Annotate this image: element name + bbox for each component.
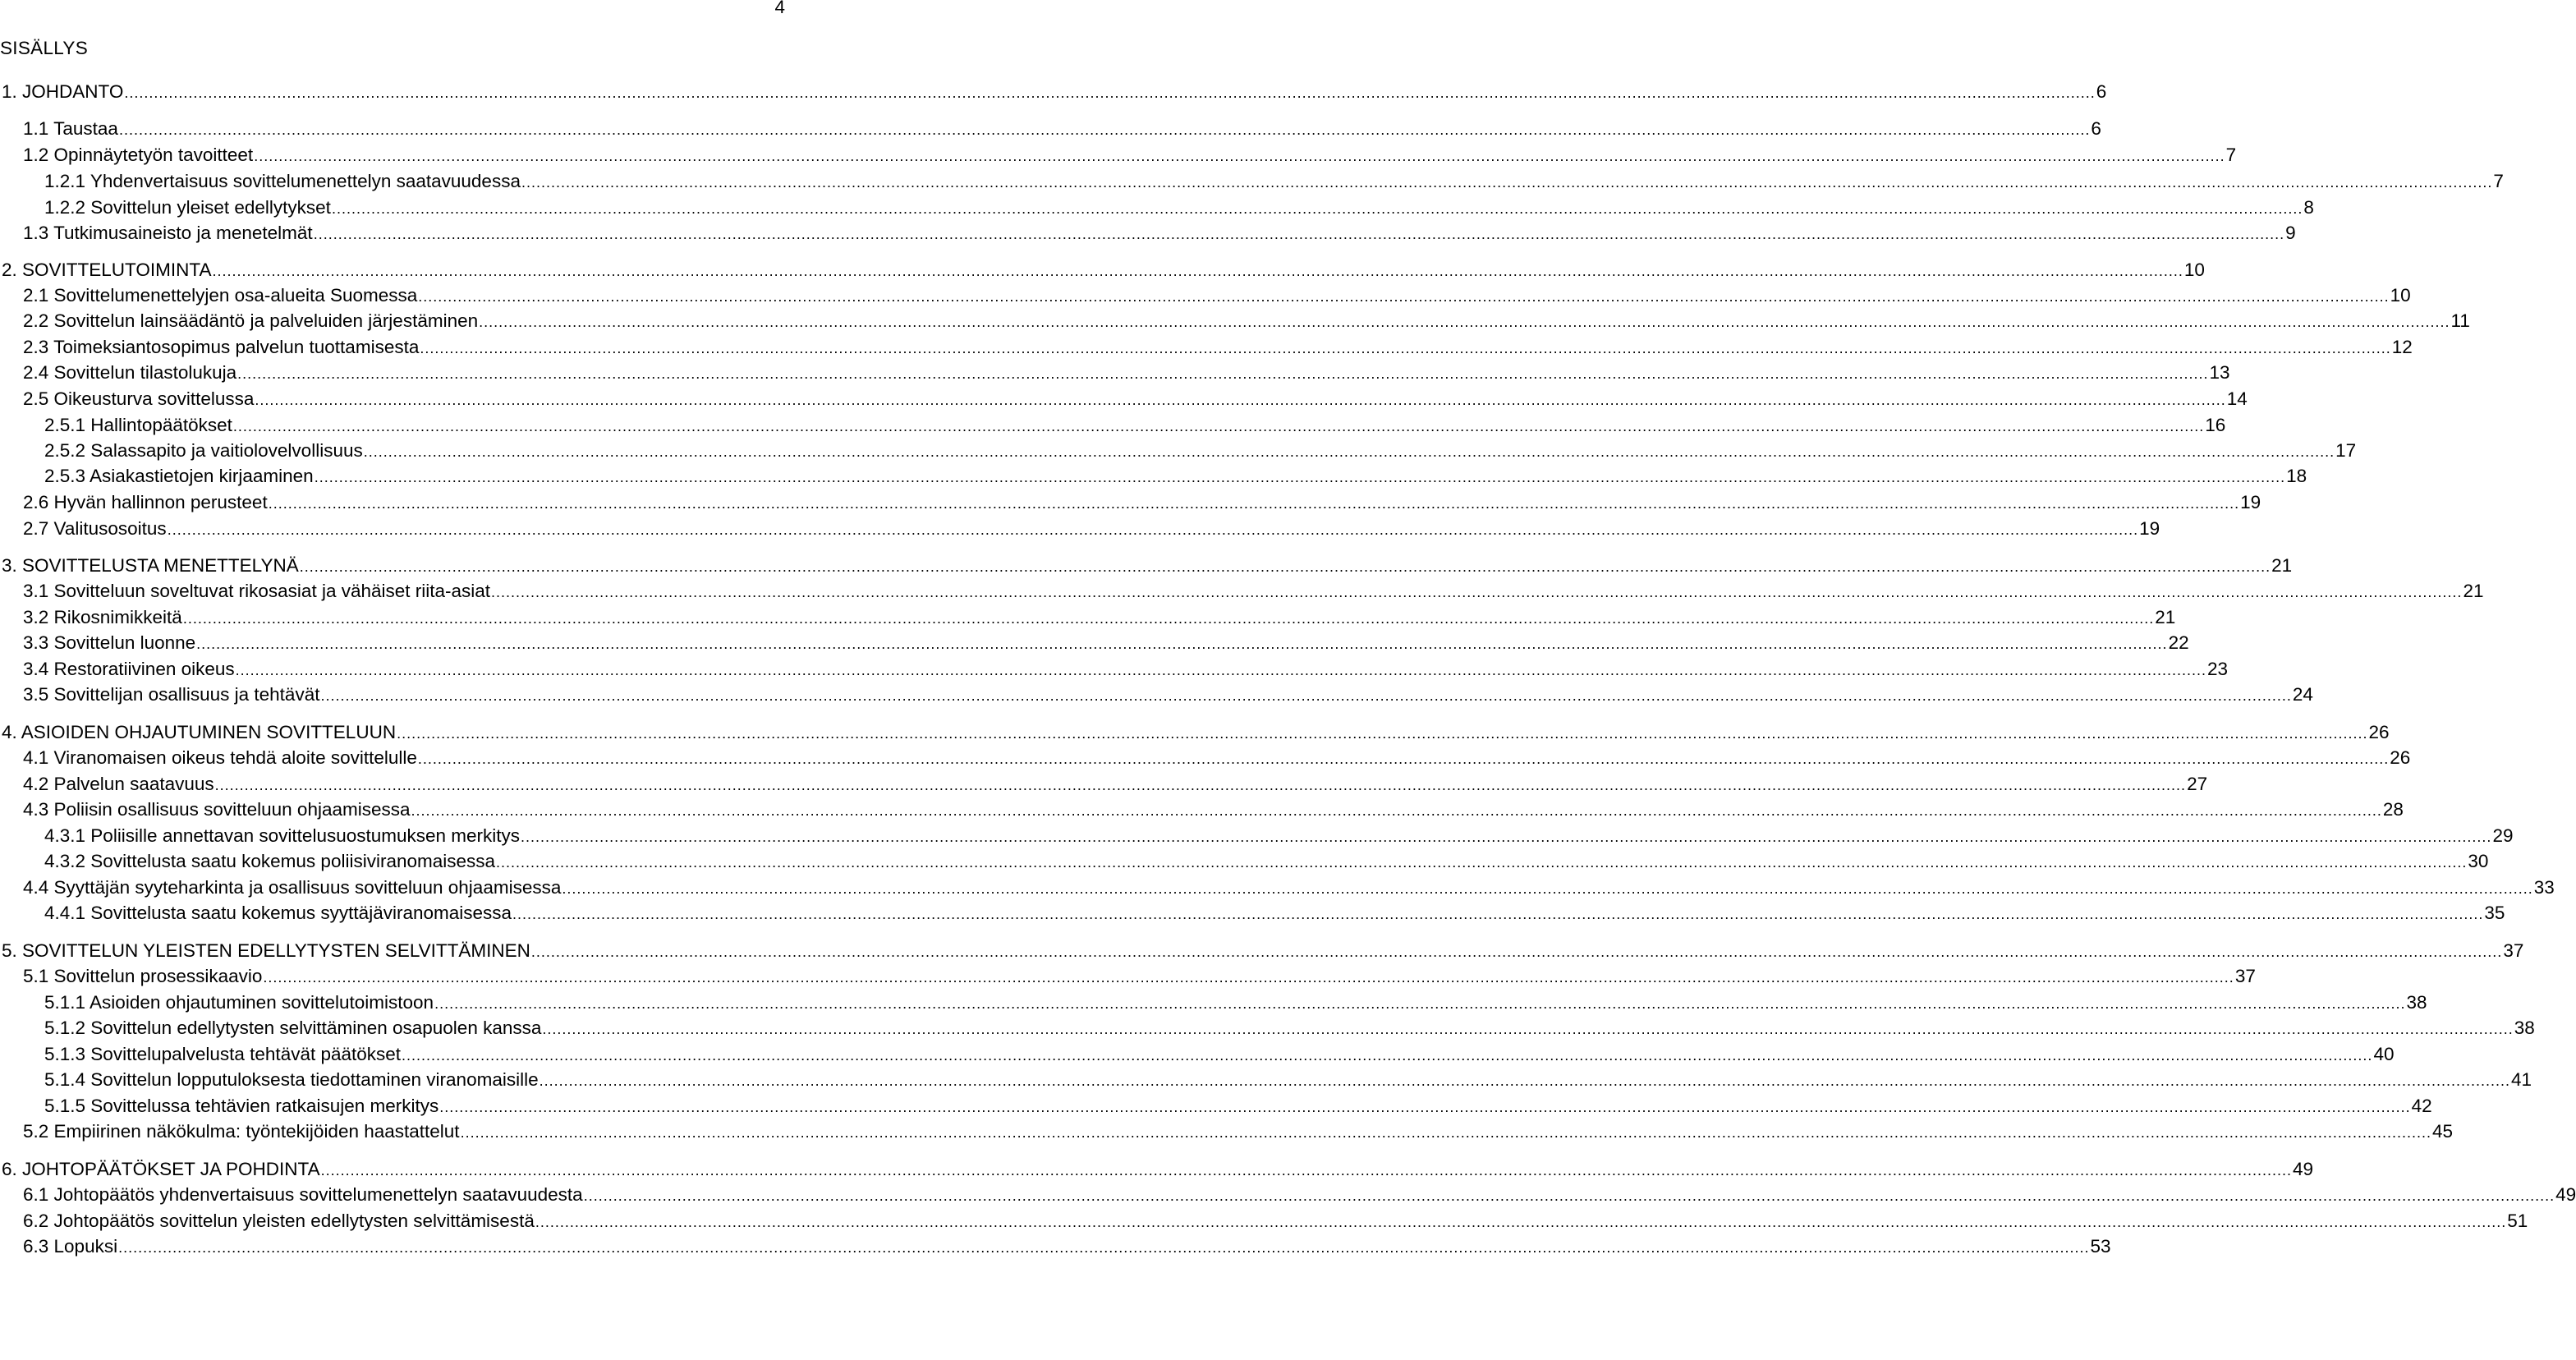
toc-entry[interactable]: [23, 965, 2256, 988]
toc-entry-page: 16: [2205, 415, 2226, 435]
toc-entry-title: 4.3 Poliisin osallisuus sovitteluun ohjaamisessa: [23, 799, 411, 820]
toc-entry-page: 12: [2391, 337, 2413, 357]
toc-entry[interactable]: [23, 144, 2237, 167]
toc-entry[interactable]: [23, 1210, 2528, 1233]
toc-entry-page: 27: [2187, 774, 2208, 794]
toc-entry-page: 18: [2286, 466, 2307, 486]
dot-leader: ................................................................................................................................................................................................................................................................................................................................................................................................................: [521, 174, 2493, 191]
toc-entry-page: 24: [2292, 684, 2313, 705]
toc-entry-title: 1. JOHDANTO: [2, 81, 124, 102]
toc-entry-title: 2. SOVITTELUTOIMINTA: [2, 260, 212, 280]
toc-entry[interactable]: [2, 80, 2107, 103]
toc-entry-title: 4. ASIOIDEN OHJAUTUMINEN SOVITTELUUN: [2, 722, 397, 742]
dot-leader: ................................................................................................................................................................................................................................................................................................................................................................................................................: [363, 443, 2335, 460]
toc-entry[interactable]: [23, 798, 2404, 821]
toc-entry-page: 21: [2155, 607, 2176, 627]
toc-entry-title: 5.1.4 Sovittelun lopputuloksesta tiedottaminen viranomaisille: [44, 1069, 539, 1090]
toc-entry-page: 37: [2503, 940, 2524, 961]
dot-leader: ................................................................................................................................................................................................................................................................................................................................................................................................................: [118, 122, 2091, 138]
toc-entry-title: 6.1 Johtopäätös yhdenvertaisuus sovittelumenettelyn saatavuudesta: [23, 1184, 583, 1205]
toc-entry[interactable]: [44, 1017, 2535, 1040]
toc-entry[interactable]: [2, 940, 2524, 963]
dot-leader: ................................................................................................................................................................................................................................................................................................................................................................................................................: [418, 288, 2390, 305]
toc-entry-title: 3.5 Sovittelijan osallisuus ja tehtävät: [23, 684, 320, 705]
toc-entry-page: 10: [2390, 285, 2411, 306]
toc-entry-title: 5.1.2 Sovittelun edellytysten selvittäminen osapuolen kanssa: [44, 1018, 542, 1038]
toc-entry[interactable]: [23, 310, 2470, 333]
toc-entry-title: 2.5 Oikeusturva sovittelussa: [23, 388, 255, 409]
toc-entry[interactable]: [23, 284, 2411, 307]
toc-entry-page: 40: [2373, 1044, 2395, 1064]
toc-entry[interactable]: [23, 1120, 2453, 1143]
toc-entry[interactable]: [23, 388, 2248, 411]
toc-entry[interactable]: [44, 850, 2489, 873]
dot-leader: ................................................................................................................................................................................................................................................................................................................................................................................................................: [331, 200, 2303, 217]
toc-entry-page: 6: [2091, 118, 2101, 139]
dot-leader: ................................................................................................................................................................................................................................................................................................................................................................................................................: [460, 1124, 2431, 1141]
dot-leader: ................................................................................................................................................................................................................................................................................................................................................................................................................: [232, 418, 2205, 434]
dot-leader: ................................................................................................................................................................................................................................................................................................................................................................................................................: [314, 469, 2286, 485]
toc-entry[interactable]: [23, 491, 2261, 514]
toc-entry-title: 3.2 Rikosnimikkeitä: [23, 607, 182, 627]
toc-entry[interactable]: [23, 632, 2189, 655]
dot-leader: ................................................................................................................................................................................................................................................................................................................................................................................................................: [521, 829, 2492, 845]
toc-entry-title: 5.1.5 Sovittelussa tehtävien ratkaisujen merkitys: [44, 1096, 439, 1116]
toc-entry-title: 6. JOHTOPÄÄTÖKSET JA POHDINTA: [2, 1159, 320, 1179]
toc-entry-title: 6.3 Lopuksi: [23, 1236, 118, 1257]
dot-leader: ................................................................................................................................................................................................................................................................................................................................................................................................................: [167, 521, 2139, 538]
dot-leader: ................................................................................................................................................................................................................................................................................................................................................................................................................: [411, 802, 2382, 819]
dot-leader: ................................................................................................................................................................................................................................................................................................................................................................................................................: [196, 636, 2168, 652]
toc-entry[interactable]: [23, 222, 2296, 245]
dot-leader: ................................................................................................................................................................................................................................................................................................................................................................................................................: [235, 662, 2207, 678]
toc-entry[interactable]: [44, 1068, 2532, 1091]
toc-entry-title: 4.2 Palvelun saatavuus: [23, 774, 214, 794]
toc-entry[interactable]: [2, 554, 2293, 577]
toc-entry-page: 19: [2139, 518, 2160, 539]
toc-entry-title: 6.2 Johtopäätös sovittelun yleisten edellytysten selvittämisestä: [23, 1211, 535, 1231]
toc-entry-page: 49: [2555, 1184, 2576, 1205]
toc-entry-title: 3.3 Sovittelun luonne: [23, 632, 196, 653]
toc-entry[interactable]: [44, 439, 2357, 462]
toc-entry-page: 30: [2468, 851, 2489, 871]
toc-entry-title: 5.1.1 Asioiden ohjautuminen sovittelutoimistoon: [44, 992, 434, 1013]
toc-entry-title: 1.2.2 Sovittelun yleiset edellytykset: [44, 197, 331, 218]
toc-entry-title: 3. SOVITTELUSTA MENETTELYNÄ: [2, 555, 299, 576]
toc-entry-page: 17: [2335, 440, 2357, 461]
toc-entry[interactable]: [23, 1183, 2576, 1206]
dot-leader: ................................................................................................................................................................................................................................................................................................................................................................................................................: [530, 944, 2503, 960]
toc-entry-title: 2.5.2 Salassapito ja vaitiolovelvollisuus: [44, 440, 363, 461]
dot-leader: ................................................................................................................................................................................................................................................................................................................................................................................................................: [299, 558, 2271, 575]
toc-entry-title: 4.4.1 Sovittelusta saatu kokemus syyttäjäviranomaisessa: [44, 903, 512, 923]
dot-leader: ................................................................................................................................................................................................................................................................................................................................................................................................................: [124, 85, 2096, 101]
toc-entry-page: 26: [2390, 747, 2411, 768]
toc-entry-title: 5. SOVITTELUN YLEISTEN EDELLYTYSTEN SELVITTÄMINEN: [2, 940, 530, 961]
toc-entry[interactable]: [23, 580, 2484, 603]
toc-entry-page: 19: [2240, 492, 2261, 512]
toc-entry-page: 29: [2492, 825, 2514, 846]
toc-entry-title: 1.3 Tutkimusaineisto ja menetelmät: [23, 223, 313, 243]
toc-entry[interactable]: [23, 1235, 2111, 1258]
toc-entry[interactable]: [23, 606, 2176, 629]
toc-entry[interactable]: [23, 773, 2208, 796]
toc-entry[interactable]: [44, 414, 2226, 437]
toc-entry[interactable]: [23, 658, 2229, 681]
toc-entry-title: 2.3 Toimeksiantosopimus palvelun tuottamisesta: [23, 337, 420, 357]
toc-entry-title: 5.1.3 Sovittelupalvelusta tehtävät päätökset: [44, 1044, 402, 1064]
toc-entry-title: 1.2.1 Yhdenvertaisuus sovittelumenettelyn saatavuudessa: [44, 171, 521, 191]
toc-entry-title: 2.1 Sovittelumenettelyjen osa-alueita Suomessa: [23, 285, 418, 306]
toc-entry-page: 28: [2382, 799, 2404, 820]
toc-entry-page: 37: [2234, 966, 2256, 986]
toc-entry-page: 8: [2303, 197, 2314, 218]
toc-entry[interactable]: [23, 876, 2555, 899]
dot-leader: ................................................................................................................................................................................................................................................................................................................................................................................................................: [439, 1099, 2411, 1115]
toc-entry-page: 11: [2450, 310, 2470, 331]
toc-entry-title: 3.1 Sovitteluun soveltuvat rikosasiat ja vähäiset riita-asiat: [23, 581, 491, 601]
toc-entry-page: 22: [2168, 632, 2189, 653]
toc-entry-title: 2.7 Valitusosoitus: [23, 518, 167, 539]
toc-entry[interactable]: [23, 361, 2230, 384]
dot-leader: ................................................................................................................................................................................................................................................................................................................................................................................................................: [263, 969, 2234, 986]
toc-entry-title: 2.4 Sovittelun tilastolukuja: [23, 362, 237, 383]
toc-entry[interactable]: [44, 465, 2307, 488]
toc-entry-page: 35: [2484, 903, 2505, 923]
toc-entry-title: 1.2 Opinnäytetyön tavoitteet: [23, 145, 254, 165]
toc-entry-page: 53: [2090, 1236, 2111, 1257]
dot-leader: ................................................................................................................................................................................................................................................................................................................................................................................................................: [420, 340, 2391, 356]
toc-entry[interactable]: [2, 259, 2205, 282]
toc-entry[interactable]: [44, 902, 2505, 925]
dot-leader: ................................................................................................................................................................................................................................................................................................................................................................................................................: [434, 995, 2406, 1012]
toc-entry[interactable]: [44, 196, 2314, 219]
dot-leader: ................................................................................................................................................................................................................................................................................................................................................................................................................: [535, 1214, 2507, 1230]
toc-entry-title: 4.3.2 Sovittelusta saatu kokemus poliisiviranomaisessa: [44, 851, 496, 871]
toc-entry-page: 7: [2225, 145, 2237, 165]
toc-entry-page: 21: [2271, 555, 2293, 576]
toc-entry-page: 13: [2209, 362, 2230, 383]
dot-leader: ................................................................................................................................................................................................................................................................................................................................................................................................................: [496, 854, 2468, 871]
toc-entry-page: 26: [2368, 722, 2390, 742]
toc-entry[interactable]: [44, 1095, 2432, 1118]
toc-entry[interactable]: [2, 721, 2390, 744]
toc-entry-title: 5.1 Sovittelun prosessikaavio: [23, 966, 263, 986]
toc-entry-page: 10: [2183, 260, 2205, 280]
dot-leader: ................................................................................................................................................................................................................................................................................................................................................................................................................: [397, 725, 2368, 742]
toc-entry[interactable]: [23, 117, 2101, 140]
toc-entry[interactable]: [44, 825, 2514, 848]
dot-leader: ................................................................................................................................................................................................................................................................................................................................................................................................................: [542, 1021, 2514, 1037]
toc-entry-page: 42: [2411, 1096, 2432, 1116]
toc-entry-title: 3.4 Restoratiivinen oikeus: [23, 659, 235, 679]
toc-entry-page: 38: [2514, 1018, 2535, 1038]
dot-leader: ................................................................................................................................................................................................................................................................................................................................................................................................................: [320, 687, 2292, 704]
toc-entry-title: 4.3.1 Poliisille annettavan sovittelusuostumuksen merkitys: [44, 825, 521, 846]
toc-entry-title: 5.2 Empiirinen näkökulma: työntekijöiden haastattelut: [23, 1121, 460, 1142]
toc-entry[interactable]: [44, 170, 2504, 193]
toc-entry-page: 33: [2533, 877, 2555, 898]
dot-leader: ................................................................................................................................................................................................................................................................................................................................................................................................................: [237, 365, 2209, 382]
dot-leader: ................................................................................................................................................................................................................................................................................................................................................................................................................: [491, 584, 2463, 600]
toc-entry[interactable]: [23, 683, 2313, 706]
toc-entry-page: 38: [2406, 992, 2427, 1013]
toc-entry-title: 4.1 Viranomaisen oikeus tehdä aloite sovittelulle: [23, 747, 417, 768]
dot-leader: ................................................................................................................................................................................................................................................................................................................................................................................................................: [255, 392, 2226, 408]
toc-entry-title: 4.4 Syyttäjän syyteharkinta ja osallisuus sovitteluun ohjaamisessa: [23, 877, 562, 898]
dot-leader: ................................................................................................................................................................................................................................................................................................................................................................................................................: [479, 314, 2450, 330]
dot-leader: ................................................................................................................................................................................................................................................................................................................................................................................................................: [254, 148, 2225, 164]
dot-leader: ................................................................................................................................................................................................................................................................................................................................................................................................................: [212, 263, 2183, 279]
toc-entry[interactable]: [44, 1043, 2395, 1066]
dot-leader: ................................................................................................................................................................................................................................................................................................................................................................................................................: [512, 906, 2484, 922]
toc-entry-page: 49: [2292, 1159, 2314, 1179]
toc-entry-title: 1.1 Taustaa: [23, 118, 118, 139]
dot-leader: ................................................................................................................................................................................................................................................................................................................................................................................................................: [583, 1188, 2555, 1204]
toc-entry-page: 45: [2431, 1121, 2453, 1142]
toc-entry-page: 51: [2507, 1211, 2528, 1231]
toc-entry-title: 2.5.3 Asiakastietojen kirjaaminen: [44, 466, 314, 486]
toc-entry-page: 7: [2493, 171, 2504, 191]
toc-entry-page: 14: [2226, 388, 2248, 409]
page-number: 4: [774, 0, 785, 17]
dot-leader: ................................................................................................................................................................................................................................................................................................................................................................................................................: [320, 1162, 2292, 1179]
toc-heading: SISÄLLYS: [0, 38, 89, 58]
toc-entry[interactable]: [23, 517, 2160, 540]
toc-entry[interactable]: [44, 991, 2427, 1014]
toc-entry-title: 2.5.1 Hallintopäätökset: [44, 415, 232, 435]
toc-entry-title: 2.6 Hyvän hallinnon perusteet: [23, 492, 268, 512]
dot-leader: ................................................................................................................................................................................................................................................................................................................................................................................................................: [182, 610, 2155, 627]
dot-leader: ................................................................................................................................................................................................................................................................................................................................................................................................................: [402, 1047, 2373, 1064]
dot-leader: ................................................................................................................................................................................................................................................................................................................................................................................................................: [417, 751, 2390, 767]
dot-leader: ................................................................................................................................................................................................................................................................................................................................................................................................................: [118, 1239, 2090, 1256]
dot-leader: ................................................................................................................................................................................................................................................................................................................................................................................................................: [313, 226, 2285, 242]
toc-entry-page: 6: [2096, 81, 2107, 102]
dot-leader: ................................................................................................................................................................................................................................................................................................................................................................................................................: [214, 777, 2187, 793]
toc-entry-page: 23: [2207, 659, 2229, 679]
toc-entry-page: 21: [2463, 581, 2484, 601]
toc-entry[interactable]: [23, 747, 2411, 770]
dot-leader: ................................................................................................................................................................................................................................................................................................................................................................................................................: [539, 1073, 2510, 1089]
toc-entry-page: 41: [2511, 1069, 2532, 1090]
toc-entry[interactable]: [2, 1158, 2314, 1181]
toc-entry[interactable]: [23, 336, 2413, 359]
dot-leader: ................................................................................................................................................................................................................................................................................................................................................................................................................: [268, 495, 2240, 512]
dot-leader: ................................................................................................................................................................................................................................................................................................................................................................................................................: [562, 880, 2533, 897]
toc-entry-title: 2.2 Sovittelun lainsäädäntö ja palveluiden järjestäminen: [23, 310, 479, 331]
toc-entry-page: 9: [2285, 223, 2296, 243]
